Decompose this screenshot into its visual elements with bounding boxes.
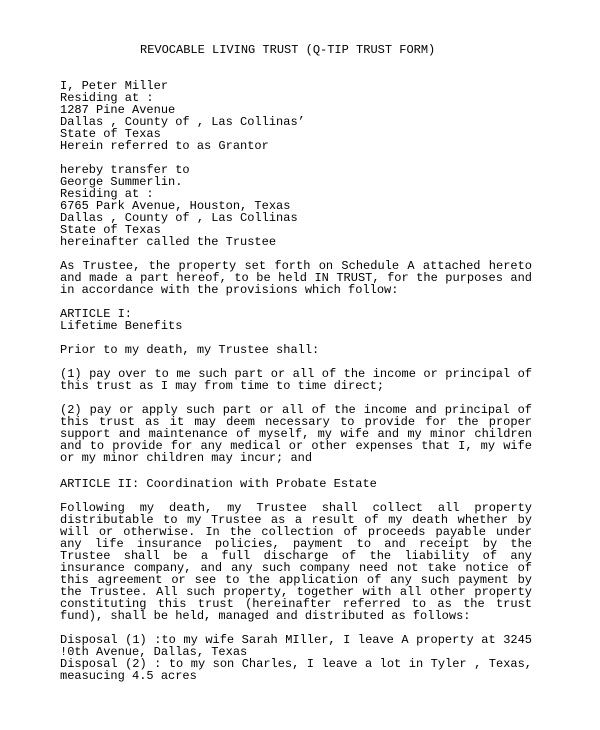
disposals-block [60,634,532,682]
article-1-heading: ARTICLE I: [60,307,133,321]
trustee-line: George Summerlin. [60,175,183,189]
clause-2-line: (2) pay or apply such part or all of the income and principal of [60,403,532,417]
trustee-line: State of Texas [60,223,161,237]
grantor-line: 1287 Pine Avenue [60,103,176,117]
disposal-line: Disposal (2) : to my son Charles, I leave a lot in Tyler , Texas, [60,657,532,671]
grantor-line: State of Texas [60,127,161,141]
article-1-lead [60,344,532,356]
clause-1 [60,368,532,392]
article-1-heading-block [60,308,532,332]
intro-line: As Trustee, the property set forth on Schedule A attached hereto [60,259,532,273]
article-2-line: insurance company, and any such company need not take notice of [60,561,532,575]
disposal-line: measucing 4.5 acres [60,669,197,683]
trustee-line: hereinafter called the Trustee [60,235,277,249]
disposal-line: !0th Avenue, Dallas, Texas [60,645,248,659]
trustee-line: Residing at : [60,187,154,201]
article-2-heading-block [60,478,532,490]
article-1-lead-line: Prior to my death, my Trustee shall: [60,343,320,357]
article-2-line: Following my death, my Trustee shall collect all property [60,501,532,515]
grantor-block [60,80,532,152]
article-2-line: constituting this trust (hereinafter referred to as the trust [60,597,532,611]
grantor-line: Herein referred to as Grantor [60,139,269,153]
article-2-heading: ARTICLE II: Coordination with Probate Estate [60,477,377,491]
grantor-line: I, Peter Miller [60,79,169,93]
article-2-line: the Trustee. All such property, together with all other property [60,585,532,599]
article-2-line: Trustee shall be a full discharge of the liability of any [60,549,532,563]
article-2-line: any life insurance policies, payment to and receipt by the [60,537,532,551]
article-2-line: fund), shall be held, managed and distributed as follows: [60,609,471,623]
clause-2 [60,404,532,464]
grantor-line: Residing at : [60,91,154,105]
clause-2-line: and to provide for any medical or other expenses that I, my wife [60,439,532,453]
disposal-line: Disposal (1) :to my wife Sarah MIller, I leave A property at 3245 [60,633,532,647]
grantor-line: Dallas , County of , Las Collinas’ [60,115,305,129]
clause-1-line: this trust as I may from time to time direct; [60,379,385,393]
trustee-line: Dallas , County of , Las Collinas [60,211,298,225]
article-2-line: distributable to my Trustee as a result of my death whether by [60,513,532,527]
intro-paragraph [60,260,532,296]
article-2-body [60,502,532,622]
clause-1-line: (1) pay over to me such part or all of the income or principal of [60,367,532,381]
intro-line: in accordance with the provisions which follow: [60,283,399,297]
trustee-line: 6765 Park Avenue, Houston, Texas [60,199,291,213]
article-2-line: this agreement or see to the application of any such payment by [60,573,532,587]
clause-2-line: support and maintenance of myself, my wife and my minor children [60,427,532,441]
article-2-line: will or otherwise. In the collection of proceeds payable under [60,525,532,539]
intro-line: and made a part hereof, to be held IN TRUST, for the purposes and [60,271,532,285]
trustee-line: hereby transfer to [60,163,190,177]
trustee-block [60,164,532,248]
article-1-subheading: Lifetime Benefits [60,319,183,333]
document-title: REVOCABLE LIVING TRUST (Q-TIP TRUST FORM) [140,43,436,57]
clause-2-line: or my minor children may incur; and [60,451,313,465]
clause-2-line: this trust as it may deem necessary to provide for the proper [60,415,532,429]
